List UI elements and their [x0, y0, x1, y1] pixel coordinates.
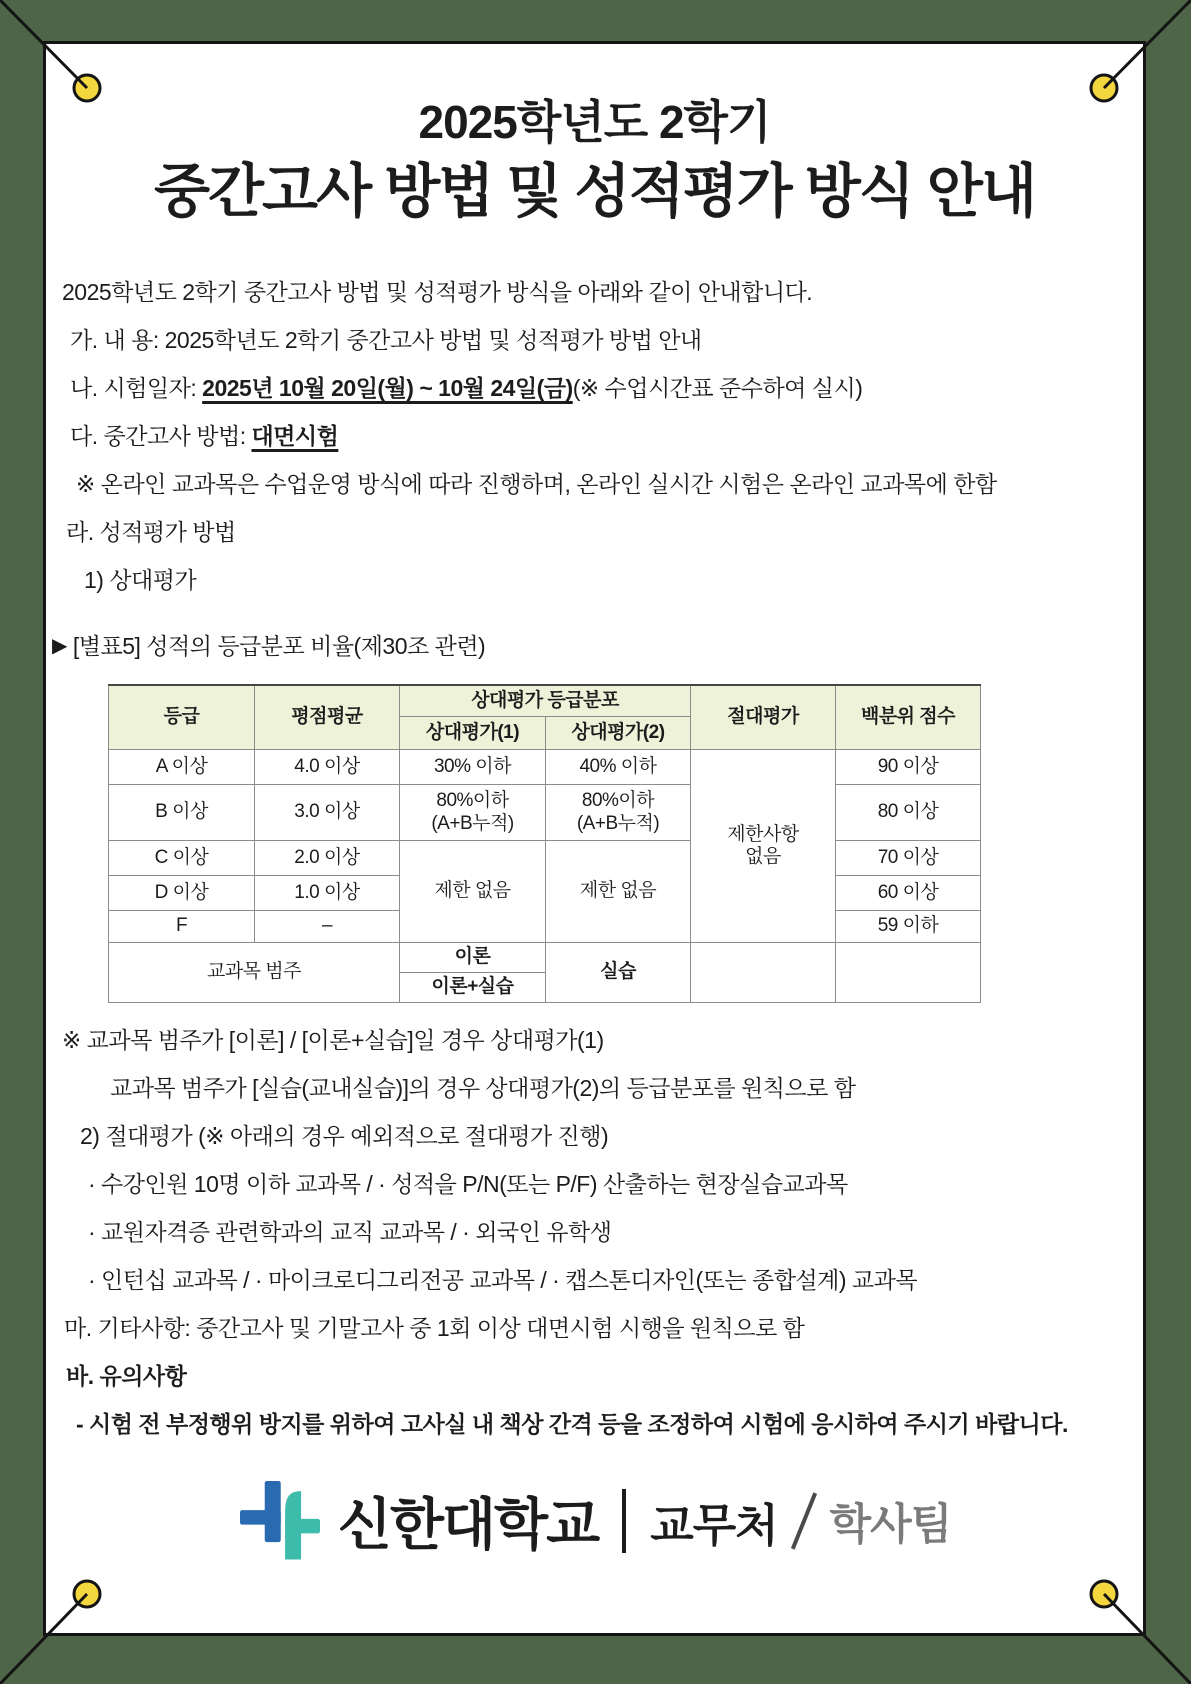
cell-rel1: 80%이하 (A+B누적) [400, 785, 546, 841]
cell-rel2: 40% 이하 [546, 750, 691, 785]
col-header-gpa: 평점평균 [255, 685, 400, 750]
right-triangle-icon: ▶ [52, 634, 67, 657]
bullet-line-2: · 교원자격증 관련학과의 교직 교과목 / · 외국인 유학생 [88, 1219, 612, 1246]
notice-sheet [43, 41, 1146, 1636]
department-team: 학사팀 [829, 1500, 952, 1549]
note2-line: 교과목 범주가 [실습(교내실습)]의 경우 상대평가(2)의 등급분포를 원칙으로 함 [110, 1075, 856, 1102]
cell-percentile: 70 이상 [836, 841, 981, 876]
table-row [109, 750, 981, 785]
cell-grade: C 이상 [109, 841, 255, 876]
absolute-header-line: 2) 절대평가 (※ 아래의 경우 예외적으로 절대평가 진행) [80, 1123, 609, 1150]
table-row [109, 841, 981, 876]
cell-percentile: 59 이하 [836, 911, 981, 943]
slash-icon [791, 1493, 817, 1550]
table-row [109, 785, 981, 841]
col-header-relative2: 상대평가(2) [546, 717, 691, 750]
university-name: 신한대학교 [337, 1493, 599, 1557]
col-header-relative1: 상대평가(1) [400, 717, 546, 750]
cell-category-practice: 실습 [546, 943, 691, 1003]
caution-header-line: 바. 유의사항 [66, 1363, 187, 1390]
col-header-grade: 등급 [109, 685, 255, 750]
item-exam-date-line: 나. 시험일자: 2025년 10월 20일(월) ~ 10월 24일(금)(※ 수업시간표 준수하여 실시) [70, 374, 863, 401]
relative-header-line: 1) 상대평가 [84, 566, 197, 593]
grade-distribution-table [108, 684, 981, 1004]
vertical-bar-icon [622, 1489, 626, 1553]
cell-rel2-merged: 제한 없음 [546, 841, 691, 943]
title-block [46, 96, 1143, 226]
cell-grade: D 이상 [109, 876, 255, 911]
department-office: 교무처 [650, 1499, 778, 1551]
title-line-2: 중간고사 방법 및 성적평가 방식 안내 [154, 158, 1035, 224]
cell-category-absolute-empty [691, 943, 836, 1003]
cell-percentile: 60 이상 [836, 876, 981, 911]
cell-grade: B 이상 [109, 785, 255, 841]
table-caption-line: ▶ [별표5] 성적의 등급분포 비율(제30조 관련) [52, 632, 486, 659]
item-content-line: 가. 내 용: 2025학년도 2학기 중간고사 방법 및 성적평가 방법 안내 [70, 326, 702, 353]
etc-line: 마. 기타사항: 중간고사 및 기말고사 중 1회 이상 대면시험 시행을 원칙으로 함 [64, 1315, 805, 1342]
cell-rel1-merged: 제한 없음 [400, 841, 546, 943]
item-exam-method-line: 다. 중간고사 방법: 대면시험 [70, 422, 339, 449]
cell-grade: A 이상 [109, 750, 255, 785]
cell-category-theory: 이론 [400, 943, 546, 973]
cell-category-percentile-empty [836, 943, 981, 1003]
cell-percentile: 80 이상 [836, 785, 981, 841]
bullet-line-3: · 인턴십 교과목 / · 마이크로디그리전공 교과목 / · 캡스톤디자인(또는 종합설계) 교과목 [88, 1267, 918, 1294]
table-row-category [109, 943, 981, 973]
footer-logo-row [46, 1481, 1143, 1561]
cell-rel2: 80%이하 (A+B누적) [546, 785, 691, 841]
online-note-line: ※ 온라인 교과목은 수업운영 방식에 따라 진행하며, 온라인 실시간 시험은 온라인 교과목에 한함 [76, 470, 997, 497]
cell-percentile: 90 이상 [836, 750, 981, 785]
cell-absolute-merged: 제한사항 없음 [691, 750, 836, 943]
caution-line: - 시험 전 부정행위 방지를 위하여 고사실 내 책상 간격 등을 조정하여 시험에 응시하여 주시기 바랍니다. [76, 1411, 1068, 1438]
col-header-percentile: 백분위 점수 [836, 685, 981, 750]
cell-gpa: 3.0 이상 [255, 785, 400, 841]
notice-body [46, 280, 1143, 1438]
cell-gpa: 1.0 이상 [255, 876, 400, 911]
col-header-relative-group: 상대평가 등급분포 [400, 685, 691, 717]
cell-category-theory-practice: 이론+실습 [400, 973, 546, 1003]
grading-header-line: 라. 성적평가 방법 [66, 518, 236, 545]
cell-rel1: 30% 이하 [400, 750, 546, 785]
exam-method-emphasis: 대면시험 [251, 422, 339, 449]
exam-date-emphasis: 2025년 10월 20일(월) ~ 10월 24일(금) [202, 374, 573, 401]
col-header-absolute: 절대평가 [691, 685, 836, 750]
intro-line: 2025학년도 2학기 중간고사 방법 및 성적평가 방식을 아래와 같이 안내합니다. [62, 278, 813, 305]
cell-grade: F [109, 911, 255, 943]
cell-gpa: – [255, 911, 400, 943]
shinhan-university-logo-icon [238, 1481, 322, 1561]
title-line-1: 2025학년도 2학기 [418, 96, 771, 148]
cell-gpa: 4.0 이상 [255, 750, 400, 785]
cell-category-label: 교과목 범주 [109, 943, 400, 1003]
cell-gpa: 2.0 이상 [255, 841, 400, 876]
note1-line: ※ 교과목 범주가 [이론] / [이론+실습]일 경우 상대평가(1) [62, 1027, 604, 1054]
bullet-line-1: · 수강인원 10명 이하 교과목 / · 성적을 P/N(또는 P/F) 산출하는 현장실습교과목 [88, 1171, 848, 1198]
